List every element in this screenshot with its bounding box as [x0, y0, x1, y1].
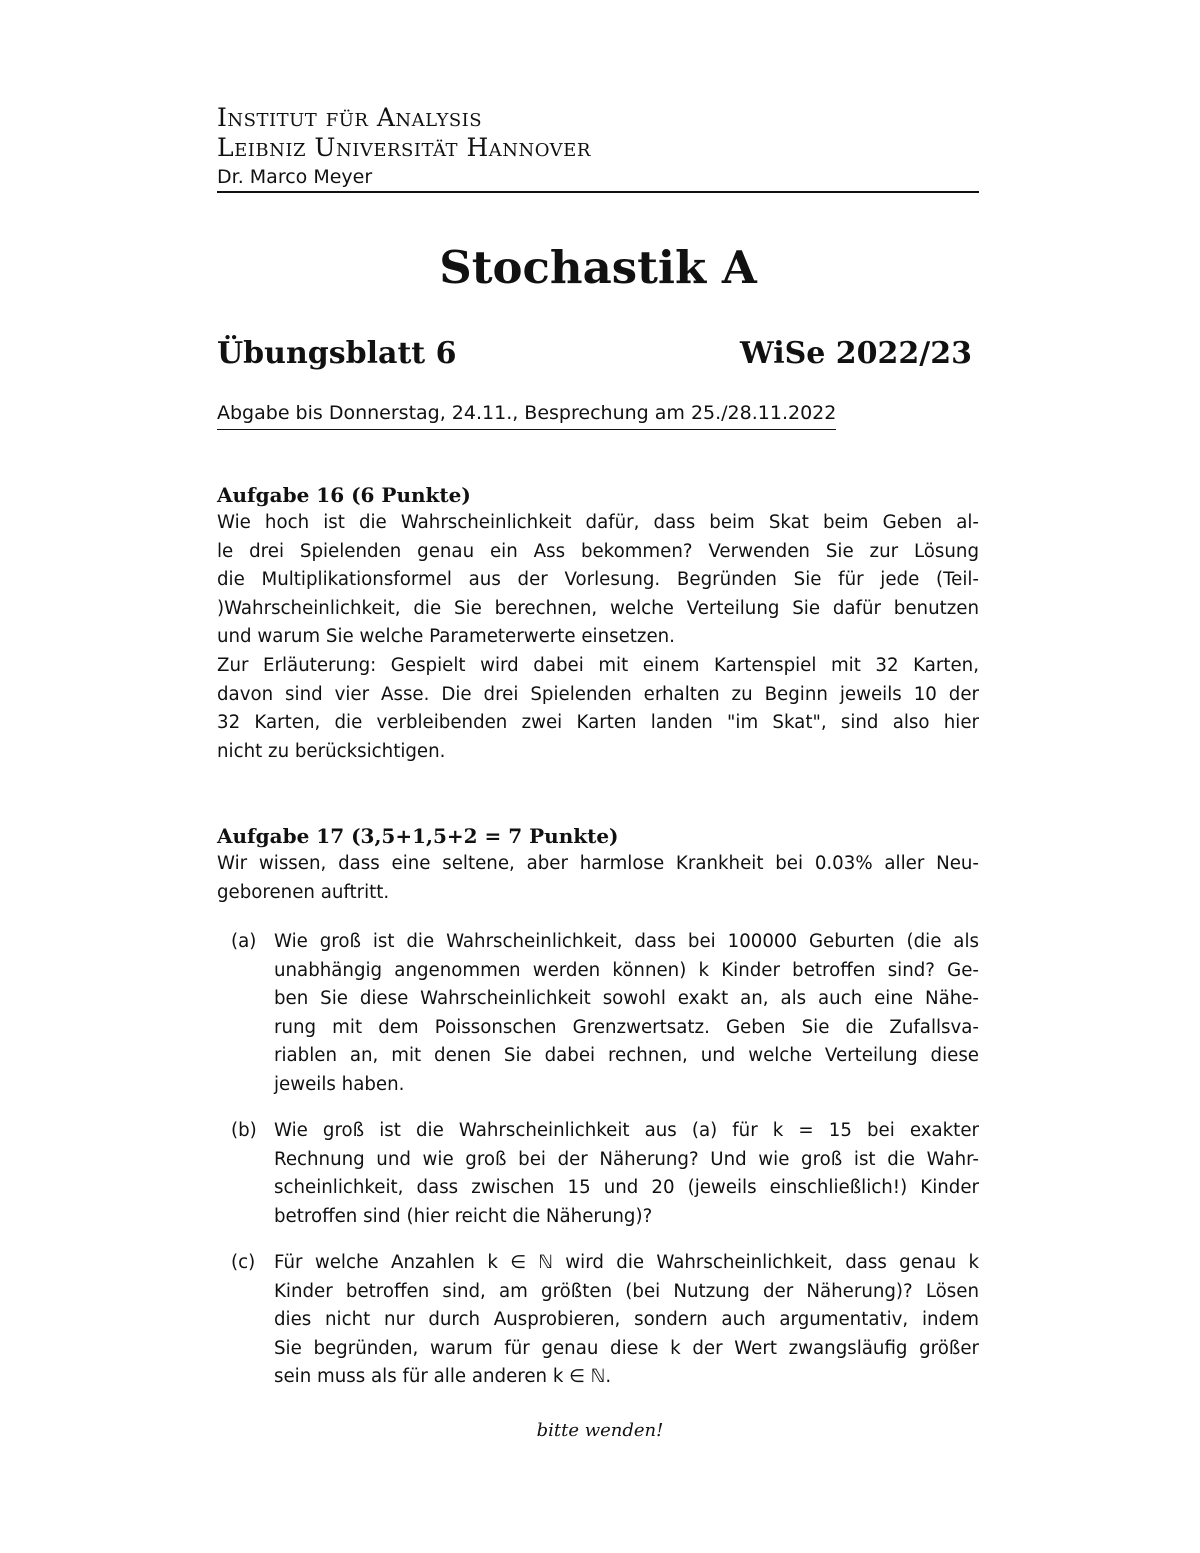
subtask-b-text — [274, 1117, 979, 1231]
text-line: Zur Erläuterung: Gespielt wird dabei mit einem Kartenspiel mit 32 Karten, — [217, 654, 979, 676]
text-line: rung mit dem Poissonschen Grenzwertsatz. Geben Sie die Zufallsva- — [274, 1016, 979, 1038]
task-16 — [217, 481, 979, 766]
text-line: Wir wissen, dass eine seltene, aber harmlose Krankheit bei 0.03% aller Neu- — [217, 853, 979, 874]
subtask-label: (c) — [231, 1252, 256, 1273]
text-line: Wie groß ist die Wahrscheinlichkeit, dass bei 100000 Geburten (die als — [274, 931, 979, 952]
task-17-intro — [217, 850, 979, 907]
text-line: betroffen sind (hier reicht die Näherung)? — [274, 1205, 653, 1227]
course-title: Stochastik A — [439, 241, 757, 294]
task-17 — [217, 822, 979, 907]
deadline-note: Abgabe bis Donnerstag, 24.11., Besprechung am 25./28.11.2022 — [217, 399, 836, 430]
text-line: sein muss als für alle anderen k ∈ ℕ. — [274, 1366, 612, 1388]
institution-header — [217, 103, 979, 191]
text-line: dies nicht nur durch Ausprobieren, sondern auch argumentativ, indem — [274, 1309, 979, 1331]
text-line: 32 Karten, die verbleibenden zwei Karten landen "im Skat", sind also hier — [217, 712, 979, 734]
subtask-label: (a) — [231, 931, 257, 952]
task-16-text — [217, 509, 979, 766]
subtask-a-text — [274, 928, 979, 1100]
text-line: davon sind vier Asse. Die drei Spielenden erhalten zu Beginn jeweils 10 der — [217, 683, 979, 705]
text-line: jeweils haben. — [274, 1073, 405, 1095]
subtask-c-text — [274, 1249, 979, 1392]
text-line: nicht zu berücksichtigen. — [217, 740, 446, 762]
task-16-heading: Aufgabe 16 (6 Punkte) — [217, 483, 471, 507]
turn-page-note: bitte wenden! — [536, 1420, 664, 1441]
text-line: geborenen auftritt. — [217, 881, 390, 903]
sheet-heading — [217, 334, 972, 374]
task-17-heading: Aufgabe 17 (3,5+1,5+2 = 7 Punkte) — [217, 824, 619, 848]
text-line: riablen an, mit denen Sie dabei rechnen, und welche Verteilung diese — [274, 1045, 979, 1067]
text-line: die Multiplikationsformel aus der Vorlesung. Begründen Sie für jede (Teil- — [217, 569, 979, 591]
text-line: und warum Sie welche Parameterwerte einsetzen. — [217, 626, 675, 648]
text-line: Kinder betroffen sind, am größten (bei Nutzung der Näherung)? Lösen — [274, 1280, 979, 1302]
text-line: Sie begründen, warum für genau diese k der Wert zwangsläufig größer — [274, 1337, 979, 1359]
text-line: unabhängig angenommen werden können) k Kinder betroffen sind? Ge- — [274, 959, 979, 981]
text-line: ben Sie diese Wahrscheinlichkeit sowohl exakt an, als auch eine Nähe- — [274, 988, 979, 1010]
text-line: Wie hoch ist die Wahrscheinlichkeit dafür, dass beim Skat beim Geben al- — [217, 512, 979, 533]
text-line: Für welche Anzahlen k ∈ ℕ wird die Wahrscheinlichkeit, dass genau k — [274, 1252, 979, 1273]
institute-name: Institut für Analysis — [217, 103, 483, 132]
text-line: )Wahrscheinlichkeit, die Sie berechnen, welche Verteilung Sie dafür benutzen — [217, 597, 979, 619]
header-divider — [217, 191, 979, 193]
university-name: Leibniz Universität Hannover — [217, 133, 591, 162]
subtask-label: (b) — [231, 1120, 257, 1141]
lecturer-name: Dr. Marco Meyer — [217, 166, 373, 188]
semester-label: WiSe 2022/23 — [740, 336, 972, 371]
text-line: Wie groß ist die Wahrscheinlichkeit aus (a) für k = 15 bei exakter — [274, 1120, 979, 1141]
text-line: scheinlichkeit, dass zwischen 15 und 20 (jeweils einschließlich!) Kinder — [274, 1177, 979, 1199]
text-line: Rechnung und wie groß bei der Näherung? Und wie groß ist die Wahr- — [274, 1148, 979, 1170]
text-line: le drei Spielenden genau ein Ass bekommen? Verwenden Sie zur Lösung — [217, 540, 979, 562]
sheet-label: Übungsblatt 6 — [217, 336, 457, 371]
